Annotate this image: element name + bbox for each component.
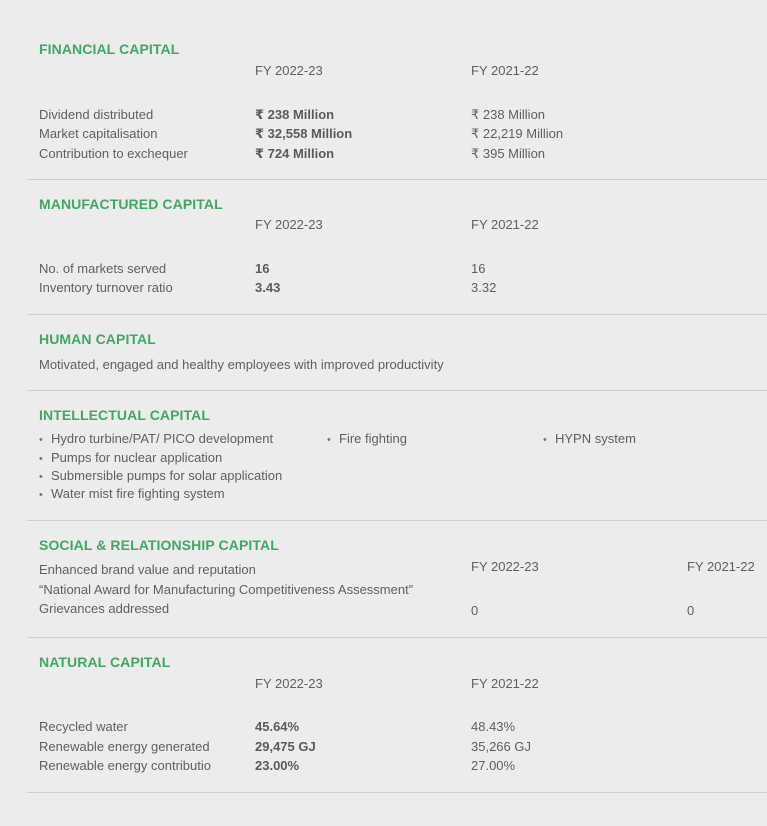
social-col-fy2023: FY 2022-23 <box>471 559 539 574</box>
renewable-generated-fy2022: 35,266 GJ <box>471 739 531 754</box>
national-award-text: “National Award for Manufacturing Competitiveness Assessment” <box>39 582 414 597</box>
market-cap-fy2023: ₹ 32,558 Million <box>255 126 353 141</box>
social-col-fy2022: FY 2021-22 <box>687 559 755 574</box>
grievances-label: Grievances addressed <box>39 601 170 616</box>
recycled-water-fy2023: 45.64% <box>255 719 300 734</box>
section-divider <box>27 637 767 638</box>
renewable-generated-label: Renewable energy generated <box>39 739 210 754</box>
markets-served-fy2022: 16 <box>471 261 486 276</box>
markets-served-label: No. of markets served <box>39 261 167 276</box>
social-capital-title: SOCIAL & RELATIONSHIP CAPITAL <box>39 537 279 553</box>
exchequer-label: Contribution to exchequer <box>39 146 188 161</box>
financial-capital-title: FINANCIAL CAPITAL <box>39 41 180 57</box>
recycled-water-fy2022: 48.43% <box>471 719 516 734</box>
inventory-turnover-fy2023: 3.43 <box>255 280 281 295</box>
grievances-fy2022: 0 <box>687 603 695 618</box>
section-divider <box>27 314 767 315</box>
natural-capital-title: NATURAL CAPITAL <box>39 654 171 670</box>
financial-col-fy2023: FY 2022-23 <box>255 63 323 78</box>
market-cap-label: Market capitalisation <box>39 126 158 141</box>
list-item: • Submersible pumps for solar application <box>39 468 282 483</box>
list-item: • Water mist fire fighting system <box>39 486 225 501</box>
exchequer-fy2023: ₹ 724 Million <box>255 146 335 161</box>
section-divider <box>27 520 767 521</box>
manufactured-capital-title: MANUFACTURED CAPITAL <box>39 196 223 212</box>
dividend-label: Dividend distributed <box>39 107 154 122</box>
list-item: • Hydro turbine/PAT/ PICO development <box>39 431 273 446</box>
manufactured-col-fy2022: FY 2021-22 <box>471 217 539 232</box>
renewable-contribution-fy2022: 27.00% <box>471 758 516 773</box>
brand-value-text: Enhanced brand value and reputation <box>39 562 256 577</box>
renewable-contribution-fy2023: 23.00% <box>255 758 300 773</box>
dividend-fy2022: ₹ 238 Million <box>471 107 546 122</box>
section-divider <box>27 390 767 391</box>
intellectual-capital-title: INTELLECTUAL CAPITAL <box>39 407 211 423</box>
section-divider <box>27 792 767 793</box>
recycled-water-label: Recycled water <box>39 719 128 734</box>
section-divider <box>27 179 767 180</box>
dividend-fy2023: ₹ 238 Million <box>255 107 335 122</box>
grievances-fy2023: 0 <box>471 603 479 618</box>
exchequer-fy2022: ₹ 395 Million <box>471 146 546 161</box>
list-item: • Pumps for nuclear application <box>39 450 222 465</box>
human-capital-title: HUMAN CAPITAL <box>39 331 156 347</box>
financial-col-fy2022: FY 2021-22 <box>471 63 539 78</box>
human-capital-text: Motivated, engaged and healthy employees with improved productivity <box>39 357 444 372</box>
list-item: • Fire fighting <box>327 431 407 446</box>
market-cap-fy2022: ₹ 22,219 Million <box>471 126 564 141</box>
natural-col-fy2022: FY 2021-22 <box>471 676 539 691</box>
list-item: • HYPN system <box>543 431 636 446</box>
markets-served-fy2023: 16 <box>255 261 270 276</box>
inventory-turnover-label: Inventory turnover ratio <box>39 280 173 295</box>
inventory-turnover-fy2022: 3.32 <box>471 280 497 295</box>
manufactured-col-fy2023: FY 2022-23 <box>255 217 323 232</box>
renewable-generated-fy2023: 29,475 GJ <box>255 739 316 754</box>
natural-col-fy2023: FY 2022-23 <box>255 676 323 691</box>
renewable-contribution-label: Renewable energy contributio <box>39 758 211 773</box>
